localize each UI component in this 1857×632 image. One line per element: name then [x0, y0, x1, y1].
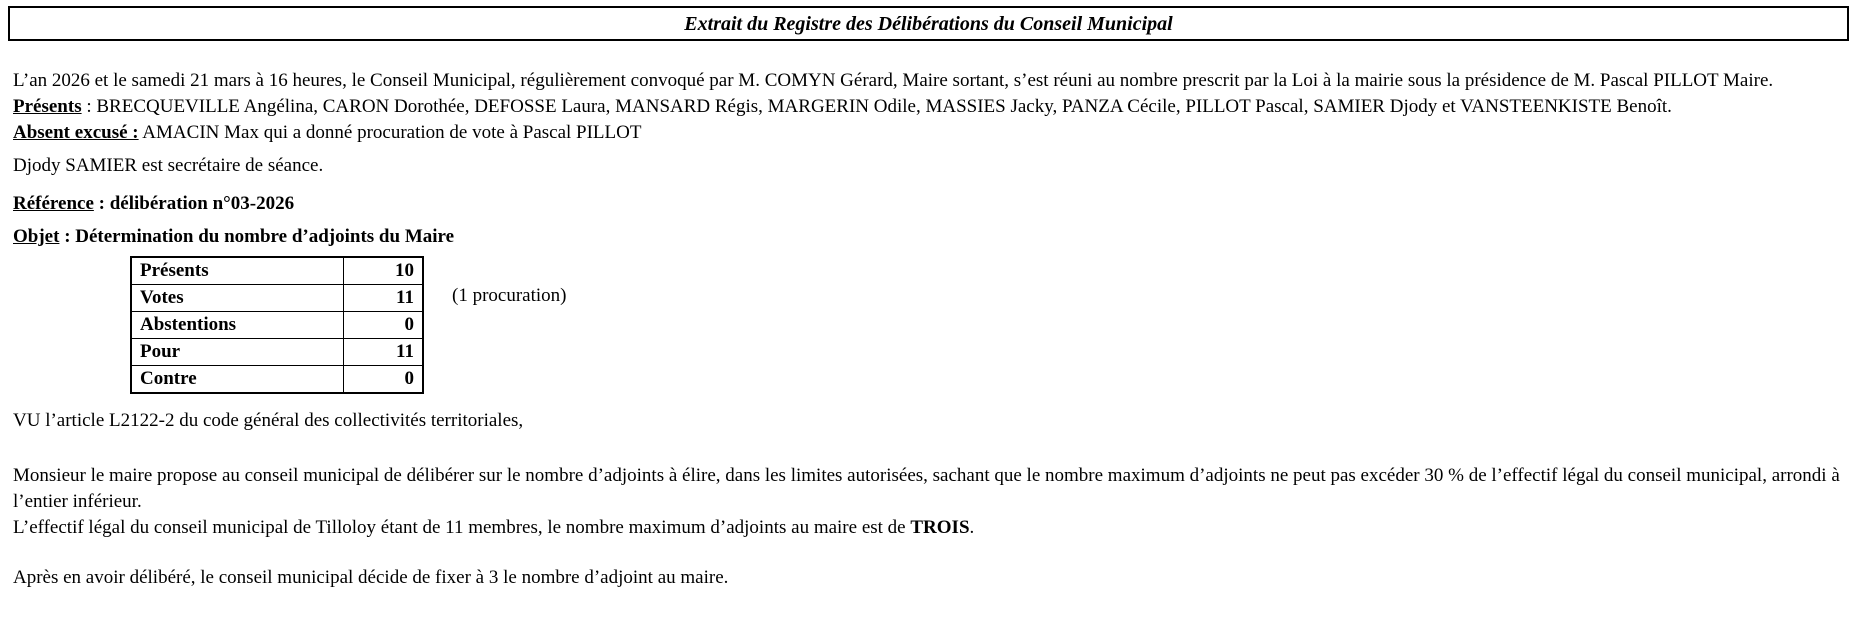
effectif-max-number: TROIS — [910, 517, 970, 538]
absent-text: AMACIN Max qui a donné procuration de vote à Pascal PILLOT — [138, 122, 642, 143]
table-row-presents — [131, 257, 423, 285]
vote-table-zone — [130, 256, 1844, 394]
presents-names: BRECQUEVILLE Angélina, CARON Dorothée, DEFOSSE Laura, MANSARD Régis, MARGERIN Odile, MASSIES Jacky, PANZA Cécile, PILLOT Pascal, SAMIER Djody et VANSTEENKISTE Benoît. — [96, 96, 1672, 117]
vote-row-label: Votes — [131, 285, 344, 312]
vote-table — [130, 256, 424, 394]
vote-row-value: 11 — [344, 339, 424, 366]
table-row-pour — [131, 339, 423, 366]
vote-row-value: 0 — [344, 312, 424, 339]
proposal-paragraph — [13, 463, 1844, 541]
secretary-line: Djody SAMIER est secrétaire de séance. — [13, 155, 324, 176]
presents-line — [13, 94, 1844, 120]
session-opening-text: L’an 2026 et le samedi 21 mars à 16 heures, le Conseil Municipal, régulièrement convoqué par M. COMYN Gérard, Maire sortant, s’est réuni au nombre prescrit par la Loi à la mairie sous la présidence de M. Pascal PILLOT Maire. — [13, 70, 1774, 91]
presents-separator: : — [81, 96, 97, 117]
table-row-contre — [131, 366, 423, 394]
presents-label: Présents — [13, 96, 82, 117]
document-body — [0, 68, 1857, 591]
objet-label: Objet — [13, 226, 60, 247]
session-paragraph — [13, 68, 1844, 146]
reference-line — [13, 191, 1844, 217]
proposal-text: Monsieur le maire propose au conseil municipal de délibérer sur le nombre d’adjoints à élire, dans les limites autorisées, sachant que le nombre maximum d’adjoints ne peut pas excéder 30 % de l’effectif légal du conseil municipal, arrondi à l’entier inférieur. — [13, 465, 1840, 512]
vote-row-value: 11 — [344, 285, 424, 312]
decision-line: Après en avoir délibéré, le conseil municipal décide de fixer à 3 le nombre d’adjoint au maire. — [13, 567, 729, 588]
vote-row-value: 10 — [344, 257, 424, 285]
table-row-abstentions — [131, 312, 423, 339]
vu-line: VU l’article L2122-2 du code général des collectivités territoriales, — [13, 410, 524, 431]
objet-text: : Détermination du nombre d’adjoints du Maire — [59, 226, 455, 247]
effectif-text-after: . — [969, 517, 975, 538]
reference-text: : délibération n°03-2026 — [93, 193, 295, 214]
vote-row-label: Présents — [131, 257, 344, 285]
table-row-votes — [131, 285, 423, 312]
objet-line — [13, 224, 1844, 250]
vote-row-value: 0 — [344, 366, 424, 394]
absent-line — [13, 120, 1844, 146]
reference-label: Référence — [13, 193, 94, 214]
document-title: Extrait du Registre des Délibérations du Conseil Municipal — [684, 12, 1173, 35]
vote-row-label: Pour — [131, 339, 344, 366]
procuration-note: (1 procuration) — [452, 285, 567, 306]
absent-label: Absent excusé : — [13, 122, 139, 143]
effectif-line — [13, 515, 1844, 541]
document-title-box — [8, 6, 1849, 41]
vote-row-label: Contre — [131, 366, 344, 394]
effectif-text-before: L’effectif légal du conseil municipal de Tilloloy étant de 11 membres, le nombre maximum d’adjoints au maire est de — [13, 517, 911, 538]
vote-row-label: Abstentions — [131, 312, 344, 339]
